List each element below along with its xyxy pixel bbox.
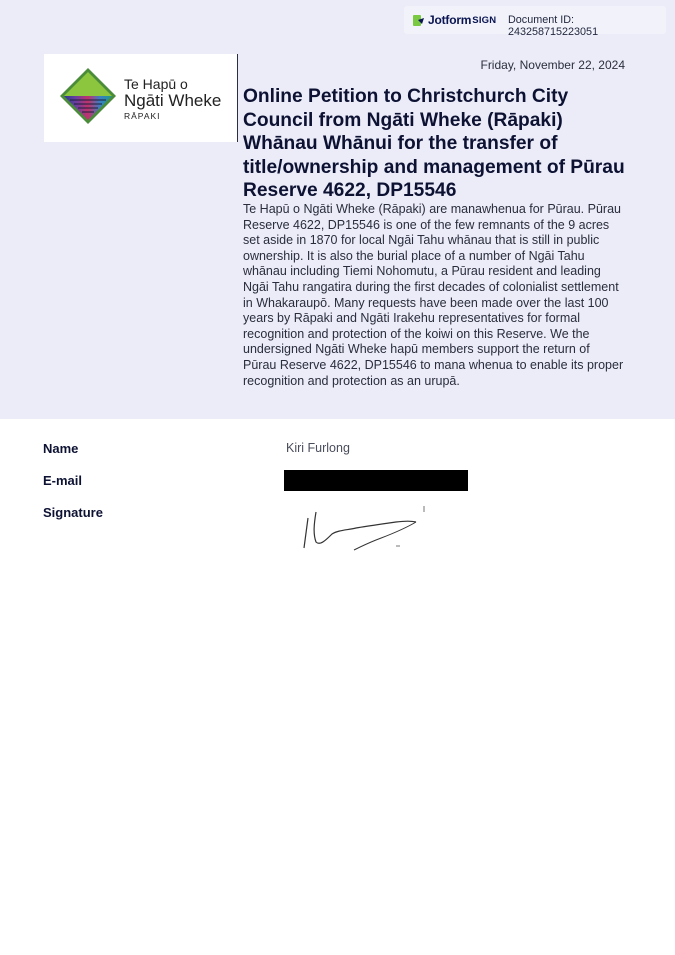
jotform-sign-logo: [412, 12, 496, 28]
jotform-sign-logo-icon: [412, 14, 425, 27]
email-label: E-mail: [43, 473, 83, 488]
jotform-brand-suffix: SIGN: [472, 14, 497, 26]
document-id: Document ID: 243258715223051: [508, 14, 599, 38]
logo-text-line2: Ngāti Wheke: [124, 91, 222, 110]
ngati-wheke-diamond-logo-icon: [58, 66, 118, 126]
jotform-document-id-chip: [404, 6, 666, 38]
name-value: Kiri Furlong: [286, 441, 350, 455]
logo-text-line3: RĀPAKI: [124, 111, 161, 121]
logo-divider: [237, 54, 238, 142]
jotform-brand-name: Jotform: [428, 13, 472, 27]
organization-logo: [44, 54, 237, 142]
signature-image: [296, 500, 436, 558]
petition-title: Online Petition to Christchurch City Council from Ngāti Wheke (Rāpaki) Whānau Whānui for the transfer of title/ownership and management of Pūrau Reserve 4622, DP15546: [243, 86, 625, 201]
petition-description: Te Hapū o Ngāti Wheke (Rāpaki) are manawhenua for Pūrau. Pūrau Reserve 4622, DP15546 is one of the few remnants of the 9 acres set aside in 1870 for local Ngāi Tahu whānau that is still in public ownership. It is also the burial place of a number of Ngāi Tahu whānau including Tiemi Nohomutu, a Pūrau resident and leading Ngāi Tahu rangatira during the first decades of colonialist settlement in Whakaraupō. Many requests have been made over the last 100 years by Rāpaki and Ngāti Irakehu representatives for formal recognition and protection of the koiwi on this Reserve. We the undersigned Ngāti Wheke hapū members support the return of Pūrau Reserve 4622, DP15546 to mana whenua to enable its proper recognition and protection as an urupā.: [243, 202, 624, 388]
signature-label: Signature: [43, 505, 103, 520]
document-date: Friday, November 22, 2024: [480, 58, 625, 72]
logo-text-line1: Te Hapū o: [124, 76, 188, 92]
email-redaction-bar: [284, 470, 468, 491]
name-label: Name: [43, 441, 79, 456]
